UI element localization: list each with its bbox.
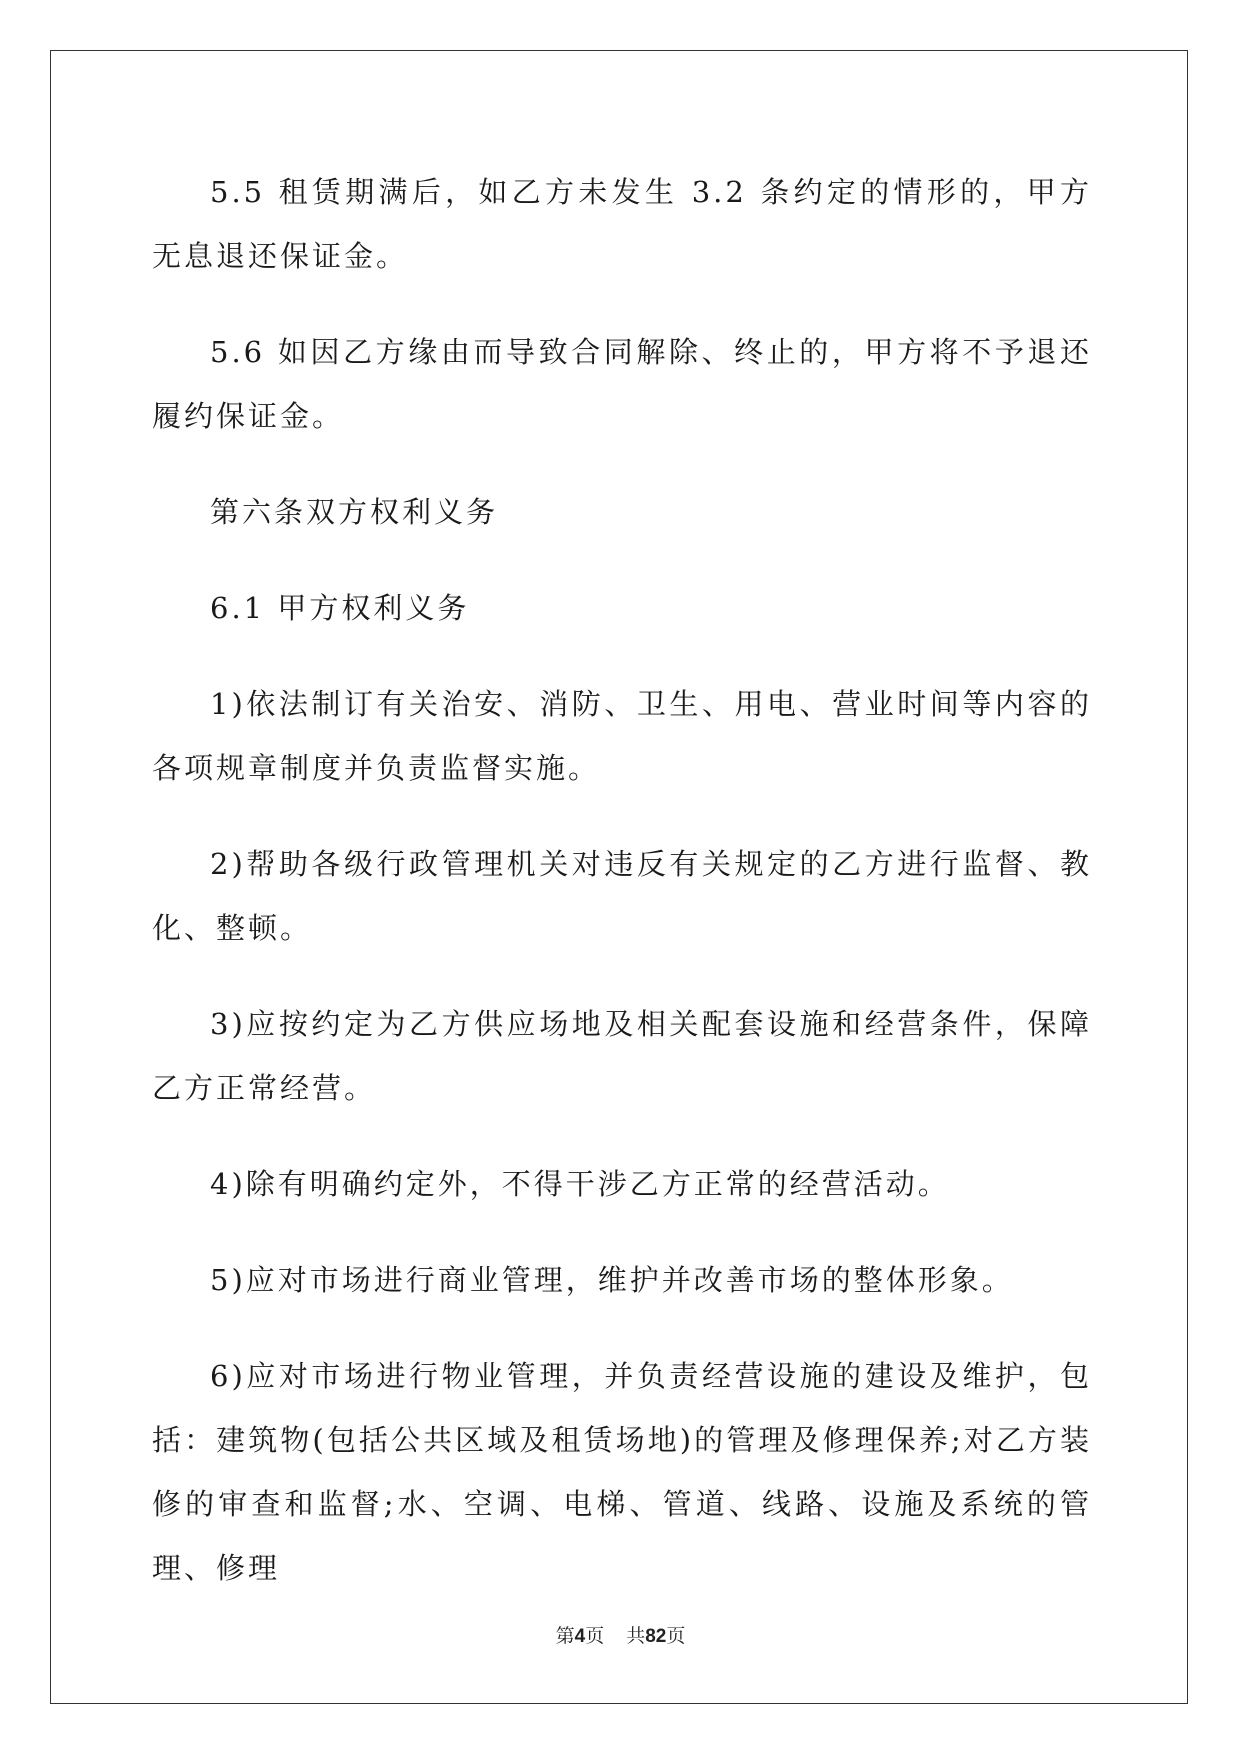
total-pages: 82 — [645, 1626, 667, 1647]
article-6-heading: 第六条双方权利义务 — [210, 495, 499, 529]
page-suffix: 页 — [585, 1625, 605, 1647]
document-body — [152, 160, 1092, 1632]
clause-1: 1)依法制订有关治安、消防、卫生、用电、营业时间等内容的各项规章制度并负责监督实施。 — [152, 687, 1092, 785]
clause-4: 4)除有明确约定外，不得干涉乙方正常的经营活动。 — [210, 1167, 950, 1201]
clause-5: 5)应对市场进行商业管理，维护并改善市场的整体形象。 — [210, 1263, 1014, 1297]
clause-3: 3)应按约定为乙方供应场地及相关配套设施和经营条件，保障乙方正常经营。 — [152, 1007, 1092, 1105]
section-6-1-heading: 6.1 甲方权利义务 — [210, 591, 470, 625]
clause-2: 2)帮助各级行政管理机关对违反有关规定的乙方进行监督、教化、整顿。 — [152, 847, 1092, 945]
paragraph-5-5: 5.5 租赁期满后，如乙方未发生 3.2 条约定的情形的，甲方无息退还保证金。 — [152, 175, 1092, 273]
total-suffix: 页 — [666, 1625, 686, 1647]
page-prefix: 第 — [555, 1625, 575, 1647]
page-footer — [0, 1621, 1241, 1648]
total-prefix: 共 — [626, 1625, 646, 1647]
page-number: 4 — [574, 1626, 586, 1647]
clause-6: 6)应对市场进行物业管理，并负责经营设施的建设及维护，包括：建筑物(包括公共区域及租赁场地)的管理及修理保养;对乙方装修的审查和监督;水、空调、电梯、管道、线路、设施及系统的管理、修理 — [152, 1359, 1092, 1585]
paragraph-5-6: 5.6 如因乙方缘由而导致合同解除、终止的，甲方将不予退还履约保证金。 — [152, 335, 1092, 433]
